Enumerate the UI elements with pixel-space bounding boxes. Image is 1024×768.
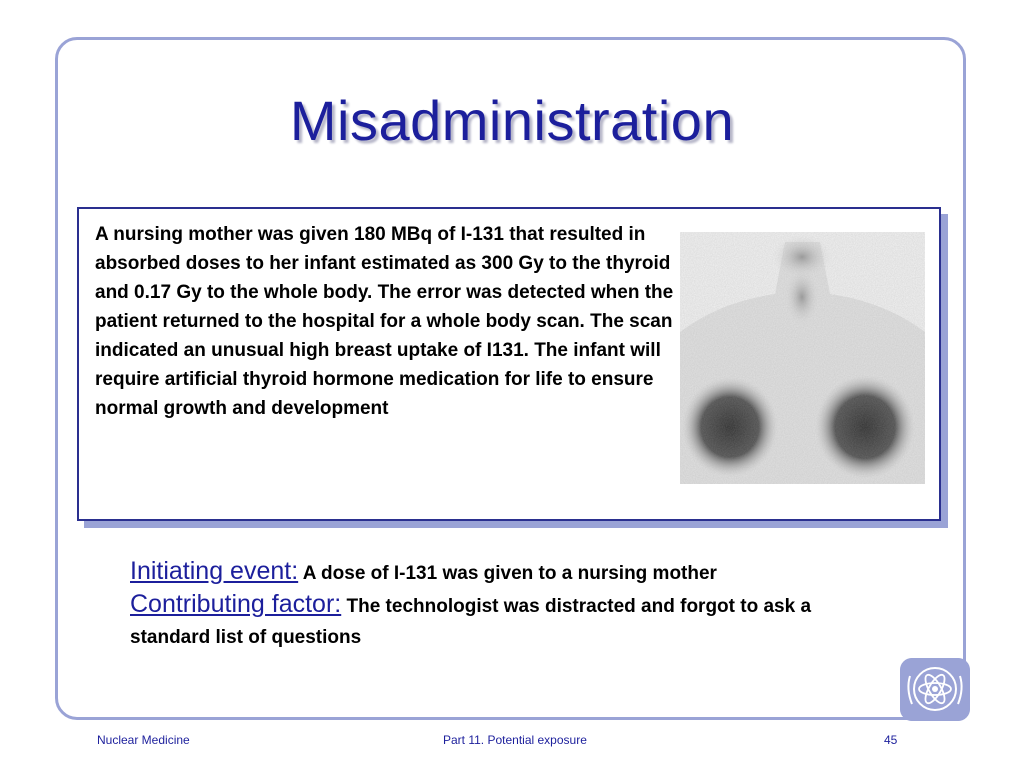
- initiating-event: [130, 556, 870, 589]
- case-description: A nursing mother was given 180 MBq of I-131 that resulted in absorbed doses to her infant estimated as 300 Gy to the thyroid and 0.17 Gy to the whole body. The error was detected when the patient returned to the hospital for a whole body scan. The scan indicated an unusual high breast uptake of I131. The infant will require artificial thyroid hormone medication for life to ensure normal growth and development: [95, 224, 674, 419]
- initiating-event-text: A dose of I-131 was given to a nursing mother: [302, 563, 717, 584]
- contributing-factor: [130, 589, 870, 653]
- contributing-factor-label: Contributing factor:: [130, 590, 342, 618]
- footer-center: Part 11. Potential exposure: [443, 733, 587, 747]
- page-number: 45: [884, 733, 898, 747]
- footer-left: Nuclear Medicine: [97, 733, 190, 747]
- contributing-factor-text: The technologist was distracted and forgot to ask a standard list of questions: [130, 596, 812, 648]
- scintigraphy-scan-image: [680, 232, 925, 484]
- events-section: [130, 556, 870, 653]
- initiating-event-label: Initiating event:: [130, 557, 299, 585]
- iaea-atom-logo-icon: [900, 658, 970, 721]
- slide-title: Misadministration: [289, 89, 735, 152]
